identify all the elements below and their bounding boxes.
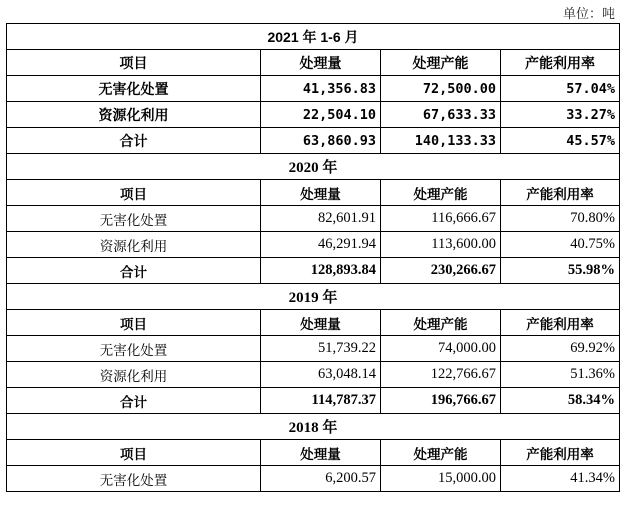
total-row — [7, 388, 620, 414]
row-label: 资源化利用 — [7, 232, 261, 258]
row-label: 资源化利用 — [7, 362, 261, 388]
cell-volume: 46,291.94 — [261, 232, 381, 258]
header-volume: 处理量 — [261, 310, 381, 336]
header-utilization: 产能利用率 — [501, 310, 620, 336]
cell-volume: 63,048.14 — [261, 362, 381, 388]
header-capacity: 处理产能 — [381, 310, 501, 336]
cell-volume: 51,739.22 — [261, 336, 381, 362]
cell-volume: 22,504.10 — [261, 102, 381, 128]
table-row — [7, 466, 620, 492]
period-title: 2019 年 — [7, 284, 620, 310]
cell-utilization: 70.80% — [501, 206, 620, 232]
cell-utilization: 33.27% — [501, 102, 620, 128]
header-row — [7, 50, 620, 76]
row-label: 无害化处置 — [7, 336, 261, 362]
period-row — [7, 154, 620, 180]
header-capacity: 处理产能 — [381, 50, 501, 76]
cell-capacity: 116,666.67 — [381, 206, 501, 232]
table-row — [7, 232, 620, 258]
total-volume: 114,787.37 — [261, 388, 381, 414]
table-row — [7, 102, 620, 128]
header-item: 项目 — [7, 50, 261, 76]
total-capacity: 196,766.67 — [381, 388, 501, 414]
total-volume: 128,893.84 — [261, 258, 381, 284]
total-capacity: 230,266.67 — [381, 258, 501, 284]
header-volume: 处理量 — [261, 50, 381, 76]
total-utilization: 58.34% — [501, 388, 620, 414]
cell-utilization: 41.34% — [501, 466, 620, 492]
total-label: 合计 — [7, 388, 261, 414]
cell-utilization: 40.75% — [501, 232, 620, 258]
total-capacity: 140,133.33 — [381, 128, 501, 154]
period-row — [7, 284, 620, 310]
period-row — [7, 414, 620, 440]
cell-capacity: 67,633.33 — [381, 102, 501, 128]
period-row — [7, 24, 620, 50]
period-title: 2020 年 — [7, 154, 620, 180]
header-volume: 处理量 — [261, 180, 381, 206]
header-capacity: 处理产能 — [381, 180, 501, 206]
cell-capacity: 15,000.00 — [381, 466, 501, 492]
total-utilization: 45.57% — [501, 128, 620, 154]
cell-capacity: 122,766.67 — [381, 362, 501, 388]
cell-utilization: 57.04% — [501, 76, 620, 102]
row-label: 无害化处置 — [7, 76, 261, 102]
header-item: 项目 — [7, 310, 261, 336]
table-row — [7, 336, 620, 362]
cell-volume: 41,356.83 — [261, 76, 381, 102]
header-utilization: 产能利用率 — [501, 50, 620, 76]
period-title: 2018 年 — [7, 414, 620, 440]
capacity-utilization-table — [6, 23, 620, 492]
header-item: 项目 — [7, 440, 261, 466]
header-utilization: 产能利用率 — [501, 180, 620, 206]
total-volume: 63,860.93 — [261, 128, 381, 154]
header-row — [7, 310, 620, 336]
header-capacity: 处理产能 — [381, 440, 501, 466]
header-utilization: 产能利用率 — [501, 440, 620, 466]
total-label: 合计 — [7, 128, 261, 154]
cell-capacity: 113,600.00 — [381, 232, 501, 258]
header-row — [7, 440, 620, 466]
total-row — [7, 128, 620, 154]
total-row — [7, 258, 620, 284]
cell-capacity: 74,000.00 — [381, 336, 501, 362]
cell-capacity: 72,500.00 — [381, 76, 501, 102]
row-label: 无害化处置 — [7, 206, 261, 232]
total-label: 合计 — [7, 258, 261, 284]
cell-utilization: 51.36% — [501, 362, 620, 388]
cell-volume: 6,200.57 — [261, 466, 381, 492]
table-row — [7, 206, 620, 232]
period-title: 2021 年 1-6 月 — [7, 24, 620, 50]
cell-volume: 82,601.91 — [261, 206, 381, 232]
table-row — [7, 76, 620, 102]
header-volume: 处理量 — [261, 440, 381, 466]
header-item: 项目 — [7, 180, 261, 206]
total-utilization: 55.98% — [501, 258, 620, 284]
cell-utilization: 69.92% — [501, 336, 620, 362]
table-row — [7, 362, 620, 388]
unit-label: 单位：吨 — [562, 7, 615, 22]
header-row — [7, 180, 620, 206]
row-label: 资源化利用 — [7, 102, 261, 128]
row-label: 无害化处置 — [7, 466, 261, 492]
